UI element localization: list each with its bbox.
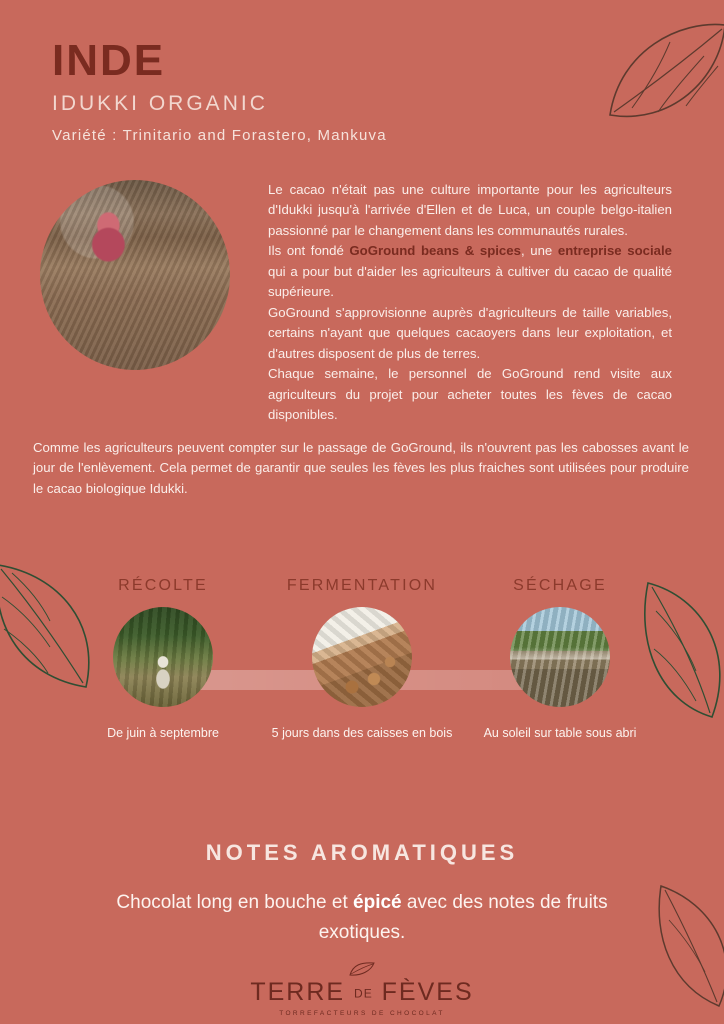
notes-pre: Chocolat long en bouche et [116, 892, 354, 913]
page-subtitle: IDUKKI ORGANIC [52, 92, 268, 116]
notes-post: avec des notes de fruits exotiques. [318, 892, 608, 944]
brand-part-2: DE [354, 986, 373, 1001]
p2-pre: Ils ont fondé [268, 243, 350, 259]
process-step-photo [312, 607, 412, 707]
p2-bold-entreprise: entreprise sociale [557, 243, 672, 259]
paragraph-5: Comme les agriculteurs peuvent compter sur le passage de GoGround, ils n'ouvrent pas les cabosses avant le jour de l'enlèvement. Cela permet de garantir que seules les fèves les plus fraiches sont utilisées pour produire le cacao biologique Idukki. [33, 440, 689, 496]
process-step-recolte [63, 577, 263, 744]
aromatic-notes-text [110, 888, 614, 949]
process-step-label: FERMENTATION [286, 577, 438, 594]
paragraph-2 [268, 241, 672, 302]
harvest-image [113, 607, 213, 707]
notes-bold: épicé [353, 892, 402, 913]
p2-post: qui a pour but d'aider les agriculteurs à cultiver du cacao de qualité supérieure. [268, 263, 672, 300]
fermentation-image [312, 607, 412, 707]
process-step-caption: 5 jours dans des caisses en bois [271, 726, 453, 740]
process-step-label: RÉCOLTE [118, 577, 208, 594]
process-step-photo [510, 607, 610, 707]
footer-logo [0, 962, 724, 1017]
brand-part-1: TERRE [250, 978, 346, 1006]
drying-image [510, 607, 610, 707]
p2-mid: , une [520, 243, 558, 259]
cacao-pod-logo-icon [349, 962, 375, 976]
process-step-fermentation [262, 577, 462, 744]
drying-beans-image [40, 180, 230, 370]
closing-text-block [33, 438, 689, 499]
paragraph-4: Chaque semaine, le personnel de GoGround rend visite aux agriculteurs du projet pour acheter toutes les fèves de cacao disponibles. [268, 366, 672, 422]
p2-bold-goground: GoGround beans & spices [349, 243, 521, 259]
brand-tagline: TORREFACTEURS DE CHOCOLAT [279, 1010, 445, 1017]
process-step-caption: De juin à septembre [107, 726, 219, 740]
intro-text-block [268, 180, 672, 425]
paragraph-3: GoGround s'approvisionne auprès d'agriculteurs de taille variables, certains n'ayant que quelques cacaoyers dans leur exploitation, et d'autres disposent de plus de terres. [268, 304, 672, 361]
process-step-photo [113, 607, 213, 707]
paragraph-1: Le cacao n'était pas une culture importante pour les agriculteurs d'Idukki jusqu'à l'arrivée d'Ellen et de Luca, un couple belgo-italien passionné par le changement dans les communautés rurales. [268, 182, 672, 238]
main-photo-drying-beans [40, 180, 230, 370]
aromatic-notes-title: NOTES AROMATIQUES [205, 840, 519, 865]
brand-part-3: FÈVES [381, 978, 474, 1006]
process-step-label: SÉCHAGE [513, 577, 607, 594]
page-title: INDE [52, 36, 166, 85]
variety-line: Variété : Trinitario and Forastero, Mankuva [52, 127, 387, 145]
process-step-sechage [460, 577, 660, 744]
header [52, 38, 672, 144]
brand-name [0, 978, 724, 1007]
process-step-caption: Au soleil sur table sous abri [483, 726, 637, 740]
